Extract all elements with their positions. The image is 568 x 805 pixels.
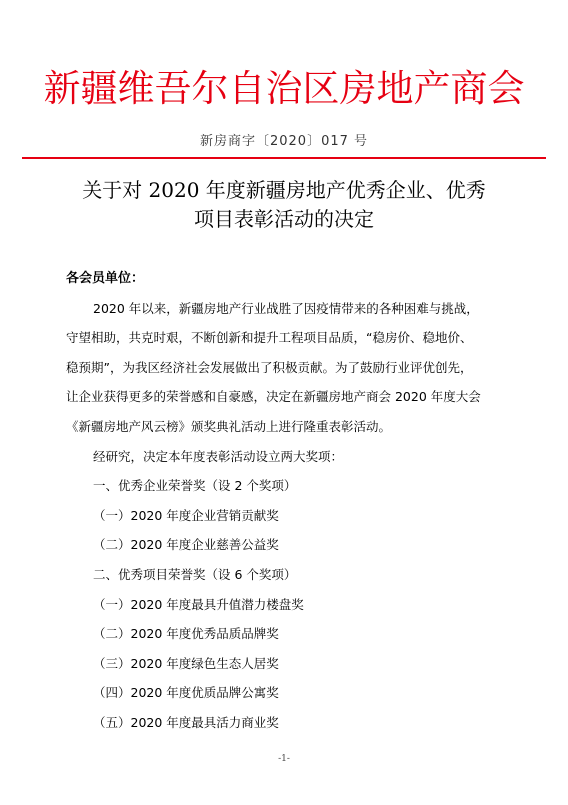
salutation: 各会员单位： [66,271,145,286]
document-body [66,264,503,738]
paragraph-line: 守望相助，共克时艰，不断创新和提升工程项目品质，“稳房价、稳地价、 [66,330,473,346]
document-number: 新房商字〔2020〕017 号 [199,134,369,149]
paragraph-line: 《新疆房地产风云榜》颁奖典礼活动上进行隆重表彰活动。 [66,418,392,434]
award-item: （二）2020 年度优秀品质品牌奖 [93,626,279,642]
organization-name: 新疆维吾尔自治区房地产商会 [43,67,525,110]
document-title [0,176,568,234]
award-item: （三）2020 年度绿色生态人居奖 [93,655,279,671]
award-item: （一）2020 年度最具升值潜力楼盘奖 [93,596,304,612]
award-item: （一）2020 年度企业营销贡献奖 [93,507,279,523]
page-number: -1- [278,754,290,764]
award-item: 二、优秀项目荣誉奖（设 6 个奖项） [93,566,297,582]
award-item: 一、优秀企业荣誉奖（设 2 个奖项） [93,478,297,494]
document-title-line-1: 关于对 2020 年度新疆房地产优秀企业、优秀 [82,178,486,202]
document-title-line-2: 项目表彰活动的决定 [194,207,374,231]
award-item: （五）2020 年度最具活力商业奖 [93,714,279,730]
award-item: （二）2020 年度企业慈善公益奖 [93,537,279,553]
award-item: （四）2020 年度优质品牌公寓奖 [93,685,279,701]
paragraph-line: 2020 年以来，新疆房地产行业战胜了因疫情带来的各种困难与挑战， [93,300,479,316]
red-divider-line [22,157,546,159]
paragraph-intro [66,294,503,442]
paragraph-decision: 经研究，决定本年度表彰活动设立两大奖项： [93,448,344,464]
paragraph-line: 稳预期”，为我区经济社会发展做出了积极贡献。为了鼓励行业评优创先， [66,359,473,375]
paragraph-line: 让企业获得更多的荣誉感和自豪感，决定在新疆房地产商会 2020 年度大会 [66,389,481,405]
